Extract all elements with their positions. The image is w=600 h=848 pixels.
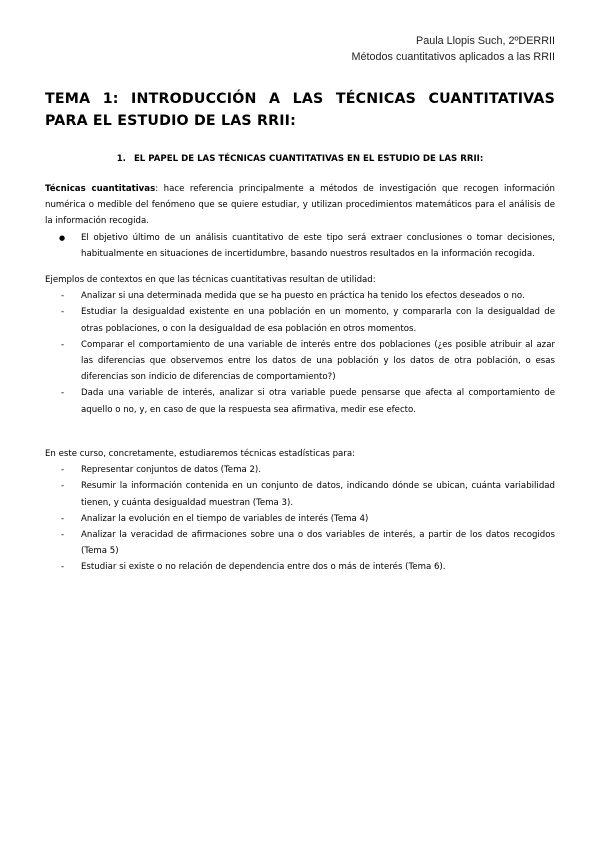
list-item (45, 230, 555, 262)
document-title: TEMA 1: INTRODUCCIÓN A LAS TÉCNICAS CUANTITATIVAS PARA EL ESTUDIO DE LAS RRII: (45, 91, 555, 129)
definition-paragraph (45, 181, 555, 230)
example-item-text: Comparar el comportamiento de una variable de interés entre dos poblaciones (¿es posible atribuir al azar las diferencias que observemos entre los datos de una población y los datos de otra población, o esas diferencias son indicio de diferencias de comportamiento?) (81, 339, 555, 383)
example-item-text: Estudiar la desigualdad existente en una población en un momento, y compararla con la desigualdad de otras poblaciones, o con la desigualdad de esa población en otros momentos. (81, 307, 555, 334)
dash-mark: - (61, 291, 65, 302)
course-item-text: Resumir la información contenida en un conjunto de datos, indicando dónde se ubican, cuánta variabilidad tienen, y cuánta desigualdad muestran (Tema 3). (81, 481, 555, 508)
examples-block (45, 272, 555, 418)
bullet-mark: ● (59, 233, 66, 242)
course-item-text: Estudiar si existe o no relación de dependencia entre dos o más de interés (Tema 6). (81, 562, 446, 573)
course-item-text: Analizar la veracidad de afirmaciones sobre una o dos variables de interés, a partir de los datos recogidos (Tema 5) (81, 530, 555, 557)
dash-mark: - (61, 465, 65, 476)
definition-bullets (45, 230, 555, 262)
definition-text: : hace referencia principalmente a métodos de investigación que recogen información numérica o medible del fenómeno que se quiere estudiar, y utilizan procedimientos matemáticos para el análisis de la información recogida. (45, 184, 555, 227)
course-intro: En este curso, concretamente, estudiaremos técnicas estadísticas para: (45, 449, 355, 459)
dash-mark: - (61, 562, 65, 573)
definition-block (45, 181, 555, 262)
dash-mark: - (61, 481, 65, 492)
dash-mark: - (61, 388, 65, 399)
example-item-text: Analizar si una determinada medida que se ha puesto en práctica ha tenido los efectos deseados o no. (81, 291, 525, 302)
dash-mark: - (61, 513, 65, 524)
list-item (45, 462, 555, 478)
section-heading-text: EL PAPEL DE LAS TÉCNICAS CUANTITATIVAS EN EL ESTUDIO DE LAS RRII: (133, 154, 484, 164)
page-header (352, 34, 555, 65)
course-block (45, 446, 555, 576)
list-item (45, 511, 555, 527)
dash-mark: - (61, 307, 65, 318)
course-item-text: Representar conjuntos de datos (Tema 2). (81, 465, 261, 476)
course-list (45, 462, 555, 575)
dash-mark: - (61, 339, 65, 350)
course-item-text: Analizar la evolución en el tiempo de variables de interés (Tema 4) (81, 513, 369, 524)
list-item (45, 559, 555, 575)
examples-intro: Ejemplos de contextos en que las técnicas cuantitativas resultan de utilidad: (45, 275, 376, 285)
section-heading (0, 153, 600, 165)
definition-term: Técnicas cuantitativas (45, 184, 156, 194)
section-number: 1. (116, 154, 126, 164)
example-item-text: Dada una variable de interés, analizar si otra variable puede pensarse que afecta al comportamiento de aquello o no, y, en caso de que la respuesta sea afirmativa, medir ese efecto. (81, 388, 555, 415)
list-item (45, 527, 555, 559)
list-item (45, 288, 555, 304)
header-subject: Métodos cuantitativos aplicados a las RRII (351, 50, 555, 63)
examples-list (45, 288, 555, 418)
list-item (45, 385, 555, 417)
definition-bullet-text: El objetivo último de un análisis cuantitativo de este tipo será extraer conclusiones o tomar decisiones, habitualmente en situaciones de incertidumbre, basando nuestros resultados en la información recogida. (81, 232, 555, 259)
header-author: Paula Llopis Such, 2ºDERRII (416, 35, 555, 47)
list-item (45, 337, 555, 386)
dash-mark: - (61, 530, 65, 541)
list-item (45, 478, 555, 510)
list-item (45, 304, 555, 336)
